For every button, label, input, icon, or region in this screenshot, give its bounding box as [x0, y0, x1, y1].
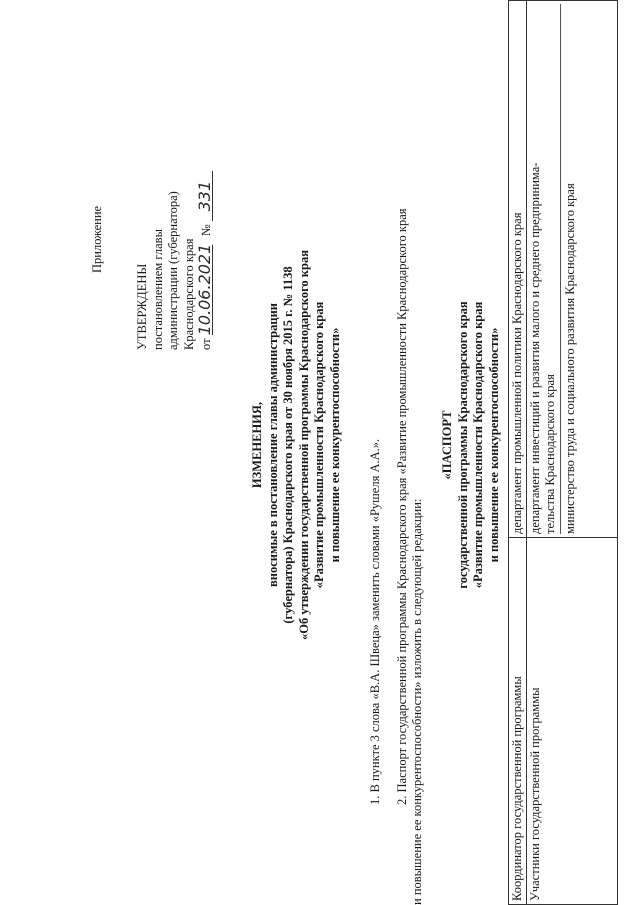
table-row — [527, 1, 618, 905]
cell-text: тельства Краснодарского края — [543, 374, 557, 534]
passport-title: «ПАСПОРТ — [440, 410, 454, 480]
paragraph-2-line-1: 2. Паспорт государственной программы Краснодарского края «Развитие промышленности Краснодарского края — [395, 208, 409, 805]
row-value-participants — [527, 1, 618, 538]
passport-line-3: и повышение ее конкурентоспособности» — [486, 327, 501, 563]
passport-line-1: государственной программы Краснодарского края — [455, 301, 470, 589]
passport-table — [508, 0, 618, 905]
row-label-coordinator — [509, 538, 527, 905]
approval-line-2: администрации (губернатора) — [166, 191, 180, 350]
table-row — [509, 1, 527, 905]
paragraph-1: 1. В пункте 3 слова «В.А. Швеца» заменить словами «Рушеля А.А.». — [368, 438, 382, 805]
cell-text: департамент инвестиций и развития малого и среднего предпринима- — [528, 162, 542, 534]
passport-heading — [440, 135, 502, 755]
approval-block — [135, 171, 213, 350]
changes-line-3: «Об утверждении государственной программы Краснодарского края — [296, 250, 311, 640]
approval-title: УТВЕРЖДЕНЫ — [135, 263, 149, 350]
approval-date: 10.06.2021 — [195, 243, 214, 336]
approval-line-3: Краснодарского края — [181, 238, 196, 350]
row-value-coordinator — [509, 1, 527, 538]
cell-text: министерство труда и социального развития Краснодарского края — [560, 4, 578, 534]
changes-line-2: (губернатора) Краснодарского края от 30 ноября 2015 г. № 1138 — [281, 266, 295, 624]
paragraph-2-line-2: и повышение ее конкурентоспособности» изложить в следующей редакции: — [410, 498, 424, 905]
changes-line-4: «Развитие промышленности Краснодарского края — [312, 301, 326, 589]
changes-line-1: вносимые в постановление главы администрации — [265, 303, 280, 587]
approval-line-1: постановлением главы — [150, 229, 165, 350]
appendix-label: Приложение — [90, 205, 104, 273]
changes-title: ИЗМЕНЕНИЯ, — [250, 401, 264, 489]
approval-number: 331 — [197, 171, 213, 221]
passport-line-2: «Развитие промышленности Краснодарского края — [471, 301, 485, 589]
row-label-participants — [527, 538, 618, 905]
cell-text: департамент промышленной политики Краснодарского края — [510, 212, 524, 534]
changes-line-5: и повышение ее конкурентоспособности» — [327, 327, 342, 563]
cell-text: Координатор государственной программы — [510, 676, 524, 901]
changes-heading — [250, 135, 343, 755]
cell-text: Участники государственной программы — [528, 687, 542, 901]
approval-date-line — [197, 171, 213, 350]
number-label: № — [199, 224, 213, 237]
date-prefix: от — [199, 338, 213, 350]
